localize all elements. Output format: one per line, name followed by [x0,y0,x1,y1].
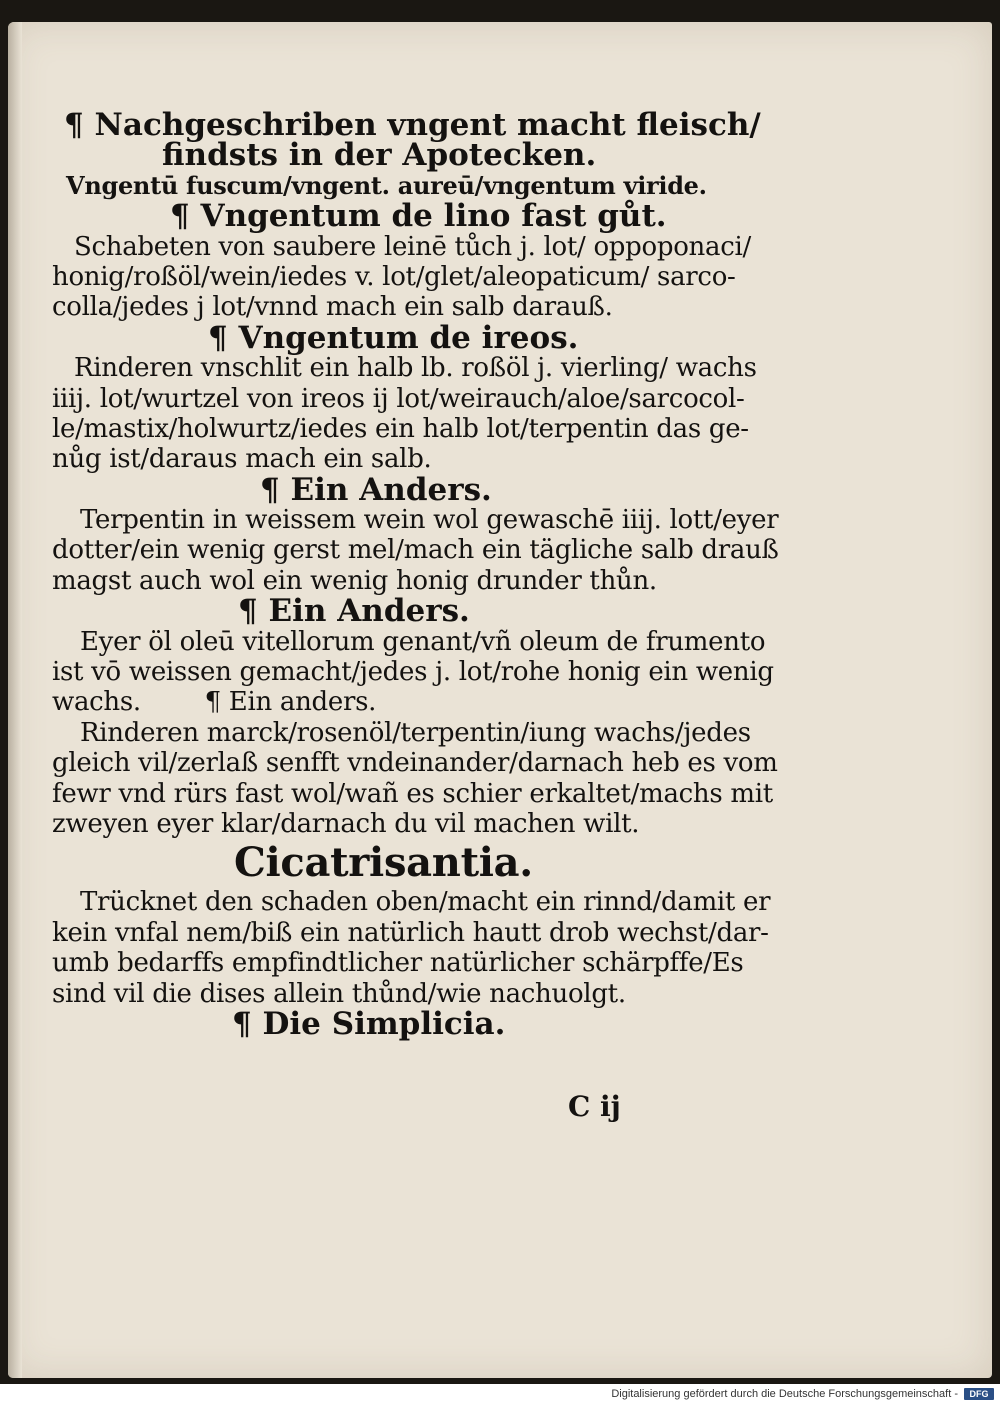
text-line: le/mastix/holwurtz/iedes ein halb lot/terpentin das ge- [52,413,749,444]
text-line: dotter/ein wenig gerst mel/mach ein tägliche salb drauß [52,535,779,566]
subheading-line: Vngentū fuscum/vngent. aureū/vngentum viride. [66,170,707,200]
text-line: umb bedarffs empfindtlicher natürlicher schärpffe/Es [52,948,744,979]
signature-mark: C ij [568,1090,621,1123]
text-line: nůg ist/daraus mach ein salb. [52,444,432,475]
section-heading: ¶ Die Simplicia. [232,1005,506,1042]
page-text [52,107,779,1042]
text-line: sind vil die dises allein thůnd/wie nachuolgt. [52,978,626,1009]
section-heading: ¶ Ein Anders. [238,593,470,630]
footer-bar [0,1384,1000,1404]
text-line: colla/jedes j lot/vnnd mach ein salb darauß. [52,292,613,323]
text-line: Rinderen vnschlit ein halb lb. roßöl j. vierling/ wachs [74,353,757,384]
text-line: kein vnfal nem/biß ein natürlich hautt drob wechst/dar- [52,917,769,948]
section-heading: ¶ Vngentum de lino fast gůt. [170,198,667,235]
section-heading: ¶ Vngentum de ireos. [208,319,579,356]
text-line: Eyer öl oleū vitellorum genant/vñ oleum de frumento [80,626,766,657]
section-title-cicatrisantia: Cicatrisantia. [234,839,533,887]
dfg-logo: DFG [964,1388,994,1400]
text-line: Rinderen marck/rosenöl/terpentin/iung wachs/jedes [80,717,751,748]
text-line: ist vō weissen gemacht/jedes j. lot/rohe honig ein wenig [52,657,774,688]
text-line: zweyen eyer klar/darnach du vil machen wilt. [52,808,640,839]
text-line: Schabeten von saubere leinē tůch j. lot/ oppoponaci/ [74,231,751,262]
heading-line: ¶ Nachgeschriben vngent macht fleisch/ [64,107,761,143]
heading-line: findsts in der Apotecken. [162,137,597,174]
text-line: magst auch wol ein wenig honig drunder thůn. [52,565,657,596]
text-line: honig/roßöl/wein/iedes v. lot/glet/aleopaticum/ sarco- [52,261,736,292]
text-line: wachs. ¶ Ein anders. [52,687,377,718]
section-heading: ¶ Ein Anders. [260,471,492,508]
text-line: gleich vil/zerlaß senfft vndeinander/darnach heb es vom [52,748,778,779]
text-line: iiij. lot/wurtzel von ireos ij lot/weirauch/aloe/sarcocol- [52,383,745,414]
text-line: Trücknet den schaden oben/macht ein rinnd/damit er [80,887,771,918]
footer-credit: Digitalisierung gefördert durch die Deutsche Forschungsgemeinschaft - [611,1388,958,1400]
text-line: Terpentin in weissem wein wol gewaschē iiij. lott/eyer [80,505,779,536]
text-line: fewr vnd rürs fast wol/wañ es schier erkaltet/machs mit [52,778,773,809]
page-gutter [8,22,22,1378]
